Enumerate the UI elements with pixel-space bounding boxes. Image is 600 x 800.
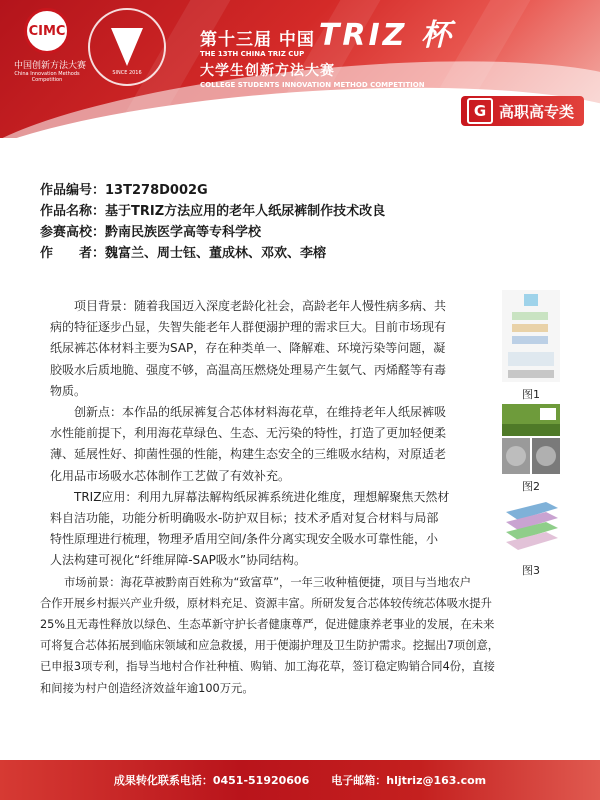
footer-bar [0, 760, 600, 800]
figure-3-caption: 图3 [522, 564, 540, 577]
category-label: 高职高专类 [498, 102, 574, 121]
body-line: 化用品市场吸水芯体制作工艺做了有效补充。 [50, 468, 291, 483]
logo-year: SINCE 2016 [112, 70, 142, 76]
cimc-mark: CIMC [24, 8, 70, 54]
body-line: 病的特征逐步凸显，失智失能老年人群便溺护理的需求巨大。目前市场现有 [50, 320, 447, 335]
body-line: 25%且无毒性释放以绿色、生态革新守护长者健康尊严，促进健康养老事业的发展，在未来 [40, 618, 495, 632]
triangle-emblem-icon [111, 28, 143, 66]
figure-3 [502, 498, 560, 578]
subtitle-en: COLLEGE STUDENTS INNOVATION METHOD COMPETITION [200, 81, 425, 89]
cimc-logo [14, 8, 87, 83]
body-line: 水性能前提下，利用海花草绿色、生态、无污染的特性，打造了更加轻便柔 [50, 426, 447, 441]
school-row [40, 222, 570, 243]
figure-2 [502, 404, 560, 494]
category-letter: G [467, 98, 493, 124]
figure-1 [502, 290, 560, 402]
work-id-label: 作品编号： [40, 183, 106, 198]
authors: 魏富兰、周士钰、董成林、邓欢、李榕 [105, 246, 327, 261]
body-line: 合作开展乡村振兴产业升级，原材料充足、资源丰富。所研发复合芯体较传统芯体吸水提升 [40, 596, 492, 610]
work-id-row [40, 180, 570, 201]
body-line: 薄、延展性好、抑菌性强的性能，构建生态安全的三维吸水结构，对原适老 [50, 447, 447, 462]
composite-core-layers-image [502, 498, 560, 558]
description-body [40, 296, 550, 699]
contact-info: 成果转化联系电话：0451-51920606 电子邮箱：hljtriz@163.com [113, 774, 487, 787]
body-line: 可将复合芯体拓展到临床领域和应急救援，用于便溺护理及卫生防护需求。挖掘出7项创意， [40, 639, 500, 653]
body-line: 特性原理进行梳理，物理矛盾用空间/条件分离实现安全吸水可靠性能，小 [50, 532, 439, 547]
body-line: 已申报3项专利，指导当地村合作社种植、购销、加工海花草，签订稳定购销合同4份，直接 [40, 660, 495, 674]
body-line: 胶吸水后质地脆、强度不够，高温高压燃烧处理易产生氨气、丙烯醛等有毒 [50, 362, 447, 377]
school-label: 参赛高校： [40, 225, 106, 240]
work-name-label: 作品名称： [40, 204, 106, 219]
header-banner [0, 0, 600, 138]
triz-association-logo [88, 8, 166, 86]
figure-2-caption: 图2 [522, 480, 540, 493]
subtitle-cn: 大学生创新方法大赛 [200, 63, 335, 79]
body-line: 市场前景：海花草被黔南百姓称为“致富草”，一年三收种植便捷，项目与当地农户 [64, 575, 472, 589]
school: 黔南民族医学高等专科学校 [105, 225, 262, 240]
cimc-name: 中国创新方法大赛 [14, 61, 87, 71]
body-line: 人法构建可视化“纤维屏障-SAP吸水”协同结构。 [50, 553, 307, 568]
work-id: 13T278D002G [105, 183, 208, 198]
body-line: 项目背景：随着我国迈入深度老龄化社会，高龄老年人慢性病多病、共 [74, 299, 447, 313]
work-name-row [40, 201, 570, 222]
body-line: 纸尿裤芯体材料主要为SAP，存在种类单一、降解难、环境污染等问题，凝 [50, 341, 446, 356]
competition-title [200, 10, 530, 89]
body-line: 料自洁功能，功能分析明确吸水-防护双目标；技术矛盾对复合材料与局部 [50, 511, 439, 526]
title-triz-cup: TRIZ 杯 [318, 18, 454, 53]
figure-1-caption: 图1 [522, 388, 540, 401]
body-line: 物质。 [50, 383, 87, 398]
seaweed-plant-photo [502, 404, 560, 474]
work-info [40, 180, 570, 264]
figures-column [502, 290, 560, 578]
body-line: TRIZ应用：利用九屏幕法解构纸尿裤系统进化维度，理想解聚焦天然材 [74, 489, 450, 504]
authors-label: 作 者： [40, 246, 106, 261]
diaper-diagram-image [502, 290, 560, 382]
category-badge [461, 96, 584, 126]
body-line: 和间接为村户创造经济效益年逾100万元。 [40, 681, 254, 695]
work-name: 基于TRIZ方法应用的老年人纸尿裤制作技术改良 [105, 204, 386, 219]
body-line: 创新点：本作品的纸尿裤复合芯体材料海花草，在维持老年人纸尿裤吸 [74, 405, 447, 420]
cimc-name-en: China Innovation Methods Competition [14, 71, 80, 83]
title-en: THE 13TH CHINA TRIZ CUP [200, 50, 305, 58]
title-prefix: 第十三届 中国 [200, 30, 315, 50]
authors-row [40, 243, 570, 264]
